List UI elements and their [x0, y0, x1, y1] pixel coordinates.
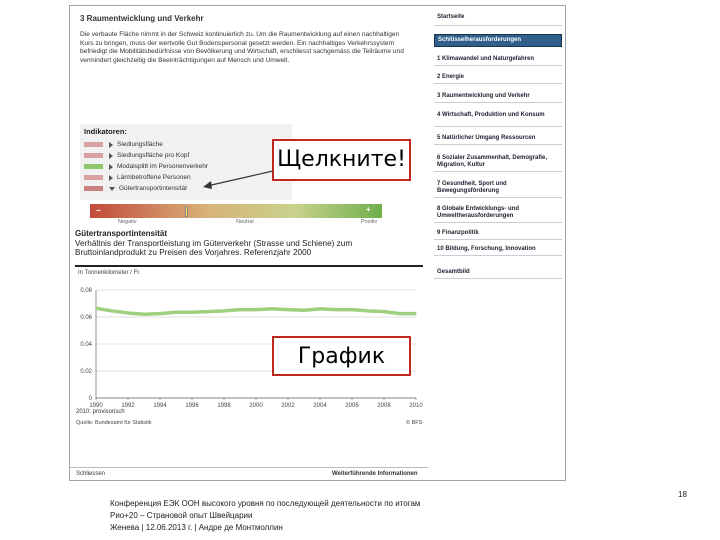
data-point — [335, 309, 337, 311]
indicator-panel-title: Indikatoren: — [84, 127, 127, 136]
collapse-arrow-icon — [109, 187, 115, 191]
data-point — [399, 313, 401, 315]
data-point — [271, 308, 273, 310]
data-point — [367, 310, 369, 312]
y-tick-label: 0.08 — [80, 288, 92, 294]
y-tick-label: 0.02 — [80, 369, 92, 375]
slide-page-number: 18 — [678, 490, 687, 499]
sidebar-nav — [432, 6, 565, 480]
indicator-label: Modalsplitt im Personenverkehr — [117, 163, 209, 170]
data-point — [351, 309, 353, 311]
sidebar-item-11[interactable]: 10 Bildung, Forschung, Innovation — [434, 244, 562, 256]
data-point — [255, 309, 257, 311]
scale-plus-label: + — [366, 205, 371, 214]
x-tick-label: 1998 — [217, 403, 231, 408]
scale-neutral-label: Neutral — [236, 219, 254, 225]
slide-footer-text — [110, 498, 580, 534]
scale-negative-label: Negativ — [118, 219, 137, 225]
x-tick-label: 2002 — [281, 403, 295, 408]
indicator-item-settlement-area[interactable] — [84, 140, 289, 149]
chart-divider — [75, 265, 423, 267]
chart-note: 2010: provisorisch — [76, 409, 125, 415]
data-point — [303, 309, 305, 311]
sidebar-item-6[interactable]: 5 Natürlicher Umgang Ressourcen — [434, 133, 562, 145]
y-tick-label: 0.04 — [80, 342, 92, 348]
section-intro: Die verbaute Fläche nimmt in der Schweiz kontinuierlich zu. Um die Raumentwicklung auf einen nachhaltigen Kurs zu bringen, muss der wertvolle Gut Bodenspersonal gesetzt werden. Ein nachhaltiges Verkehrssystem befriedigt die Mobilitätsbedürfnisse von Bevölkerung und Wirtschaft, erschliesst sachgemäss die Teilräume und vermindert gleichzeitig die Beeinträchtigungen auf Mensch und Umwelt. — [80, 31, 404, 64]
data-point — [223, 310, 225, 312]
sidebar-item-0[interactable]: Startseite — [434, 12, 562, 26]
data-point — [415, 313, 417, 315]
x-tick-label: 1994 — [153, 403, 167, 408]
expand-arrow-icon — [109, 175, 113, 181]
indicator-color-swatch — [84, 186, 103, 191]
slide-footer-line-3: Женева | 12.06.2013 г. | Андре де Монтмоллин — [110, 523, 283, 532]
sidebar-item-3[interactable]: 2 Energie — [434, 72, 562, 84]
sidebar-item-2[interactable]: 1 Klimawandel und Naturgefahren — [434, 54, 562, 66]
expand-arrow-icon — [109, 164, 113, 170]
x-tick-label: 1990 — [89, 403, 103, 408]
expand-arrow-icon — [109, 153, 113, 159]
sidebar-item-4[interactable]: 3 Raumentwicklung und Verkehr — [434, 91, 562, 103]
x-tick-label: 2006 — [345, 403, 359, 408]
data-point — [159, 313, 161, 315]
data-point — [127, 312, 129, 314]
data-point — [287, 309, 289, 311]
indicator-color-swatch — [84, 153, 103, 158]
section-title: 3 Raumentwicklung und Verkehr — [80, 14, 204, 23]
x-tick-label: 1996 — [185, 403, 199, 408]
sidebar-item-10[interactable]: 9 Finanzpolitik — [434, 228, 562, 240]
expand-arrow-icon — [109, 142, 113, 148]
slide-footer-line-1: Конференция ЕЭК ООН высокого уровня по последующей деятельности по итогам — [110, 499, 421, 508]
sidebar-item-5[interactable]: 4 Wirtschaft, Produktion und Konsum — [434, 110, 562, 127]
data-point — [207, 311, 209, 313]
footer-divider — [70, 467, 428, 468]
sidebar-item-1[interactable]: Schlüsselherausforderungen — [434, 34, 562, 47]
indicator-item-area-per-capita[interactable] — [84, 151, 289, 160]
x-tick-label: 1992 — [121, 403, 135, 408]
slide-footer-line-2: Рио+20 – Страновой опыт Швейцарии — [110, 511, 253, 520]
callout-arrow-icon — [195, 165, 275, 195]
sidebar-item-7[interactable]: 6 Sozialer Zusammenhalt, Demografie, Migration, Kultur — [434, 153, 562, 172]
data-point — [319, 308, 321, 310]
sidebar-item-9[interactable]: 8 Globale Entwicklungs- und Umweltherausforderungen — [434, 204, 562, 223]
indicator-color-swatch — [84, 164, 103, 169]
chart-subtitle: Verhältnis der Transportleistung im Güterverkehr (Strasse und Schiene) zum Bruttoinlandprodukt zu Preisen des Vorjahres. Referenzjahr 2000 — [75, 239, 353, 258]
more-info-link[interactable]: Weiterführende Informationen — [332, 471, 418, 477]
data-point — [239, 309, 241, 311]
indicator-color-swatch — [84, 142, 103, 147]
data-point — [111, 310, 113, 312]
indicator-label: Siedlungsfläche — [117, 141, 163, 148]
indicator-color-swatch — [84, 175, 103, 180]
scale-minus-label: − — [96, 206, 101, 215]
data-point — [191, 311, 193, 313]
x-tick-label: 2008 — [377, 403, 391, 408]
indicator-label: Siedlungsfläche pro Kopf — [117, 152, 190, 159]
chart-copyright: © BFS — [406, 420, 423, 426]
main-content — [70, 6, 428, 480]
x-tick-label: 2004 — [313, 403, 327, 408]
click-callout: Щелкните! — [272, 139, 411, 181]
graph-callout: График — [272, 336, 411, 376]
close-link[interactable]: Schliessen — [76, 471, 106, 477]
x-tick-label: 2000 — [249, 403, 263, 408]
data-point — [175, 311, 177, 313]
assessment-marker — [185, 206, 188, 217]
x-tick-label: 2010 — [409, 403, 423, 408]
assessment-scale-bar — [90, 204, 382, 218]
data-point — [383, 311, 385, 313]
sidebar-item-8[interactable]: 7 Gesundheit, Sport und Bewegungsförderung — [434, 179, 562, 198]
y-tick-label: 0.06 — [80, 315, 92, 321]
data-point — [143, 314, 145, 316]
data-point — [95, 307, 97, 309]
indicator-label: Gütertransportintensität — [119, 185, 187, 192]
scale-positive-label: Positiv — [361, 219, 378, 225]
screenshot-window — [69, 5, 566, 481]
sidebar-item-12[interactable]: Gesamtbild — [434, 267, 562, 279]
chart-title: Gütertransportintensität — [75, 229, 168, 238]
indicator-label: Lärmbetroffene Personen — [117, 174, 191, 181]
chart-source: Quelle: Bundesamt für Statistik — [76, 420, 152, 426]
y-tick-label: 0 — [88, 396, 92, 402]
chart-unit-label: In Tonnenkilometer / Fr. — [78, 270, 141, 276]
